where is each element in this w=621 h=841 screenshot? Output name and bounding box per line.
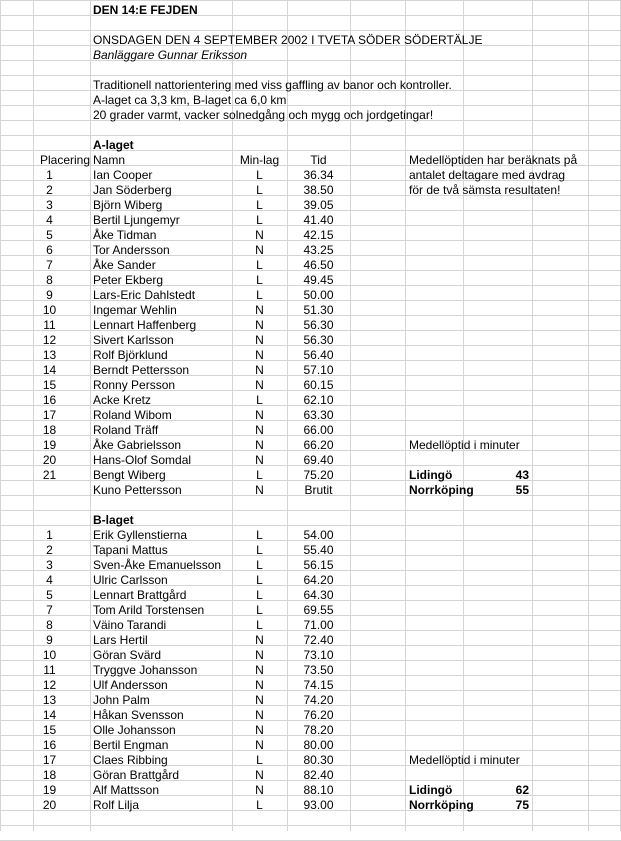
placing-cell: 15 — [42, 723, 57, 737]
placing-cell: 21 — [42, 468, 57, 482]
row-gridline — [0, 75, 621, 76]
team-cell: N — [255, 363, 264, 377]
time-cell: 56.40 — [303, 348, 334, 362]
placing-cell: 9 — [46, 288, 53, 302]
placing-cell — [33, 483, 66, 498]
placing-cell: 19 — [42, 783, 57, 797]
team-cell: L — [256, 798, 263, 812]
time-cell: 39.05 — [303, 198, 334, 212]
team-cell: L — [256, 753, 263, 767]
team-cell: L — [256, 183, 263, 197]
team-cell: L — [256, 273, 263, 287]
team-cell: L — [256, 543, 263, 557]
team-cell: N — [255, 333, 264, 347]
placing-cell: 14 — [42, 708, 57, 722]
team-cell: L — [256, 468, 263, 482]
placing-cell: 4 — [46, 573, 53, 587]
average-label: Medellöptid i minuter — [409, 438, 520, 452]
time-cell: 74.20 — [303, 693, 334, 707]
runner-name: John Palm — [93, 693, 150, 707]
placing-cell: 3 — [46, 198, 53, 212]
header-team: Min-lag — [239, 153, 280, 167]
average-value: 43 — [515, 468, 529, 482]
column-gridline — [588, 0, 589, 831]
team-cell: N — [255, 738, 264, 752]
placing-cell: 7 — [46, 258, 53, 272]
team-cell: N — [255, 663, 264, 677]
runner-name: Acke Kretz — [93, 393, 152, 407]
row-gridline — [0, 510, 621, 511]
time-cell: 38.50 — [303, 183, 334, 197]
time-cell: 54.00 — [303, 528, 334, 542]
b-team-label: B-laget — [93, 513, 134, 527]
time-cell: 73.50 — [303, 663, 334, 677]
runner-name: Lennart Haffenberg — [93, 318, 197, 332]
team-cell: N — [255, 723, 264, 737]
runner-name: Berndt Pettersson — [93, 363, 190, 377]
runner-name: Lennart Brattgård — [93, 588, 187, 602]
time-cell: 74.15 — [303, 678, 334, 692]
runner-name: Håkan Svensson — [93, 708, 184, 722]
time-cell: 56.15 — [303, 558, 334, 572]
time-cell: 64.30 — [303, 588, 334, 602]
placing-cell: 12 — [42, 333, 57, 347]
placing-cell: 15 — [42, 378, 57, 392]
team-cell: L — [256, 258, 263, 272]
runner-name: Jan Söderberg — [93, 183, 172, 197]
placing-cell: 5 — [46, 228, 53, 242]
placing-cell: 7 — [46, 603, 53, 617]
team-cell: N — [255, 783, 264, 797]
time-cell: 75.20 — [303, 468, 334, 482]
runner-name: Göran Brattgård — [93, 768, 180, 782]
row-gridline — [0, 825, 621, 826]
row-gridline — [0, 0, 621, 1]
team-cell: L — [256, 573, 263, 587]
team-cell: N — [255, 303, 264, 317]
description-line: 20 grader varmt, vacker solnedgång och mygg och jordgetingar! — [93, 108, 434, 122]
time-cell: 56.30 — [303, 333, 334, 347]
runner-name: Åke Gabrielsson — [93, 438, 182, 452]
team-cell: N — [255, 348, 264, 362]
runner-name: Åke Sander — [93, 258, 156, 272]
placing-cell: 1 — [46, 168, 53, 182]
time-cell: 82.40 — [303, 768, 334, 782]
column-gridline — [0, 0, 1, 831]
average-club: Lidingö — [409, 783, 453, 797]
team-cell: N — [255, 408, 264, 422]
average-value: 75 — [515, 798, 529, 812]
time-cell: 42.15 — [303, 228, 334, 242]
runner-name: Claes Ribbing — [93, 753, 168, 767]
placing-cell: 2 — [46, 543, 53, 557]
team-cell: N — [255, 453, 264, 467]
time-cell: 41.40 — [303, 213, 334, 227]
time-cell: 80.00 — [303, 738, 334, 752]
team-cell: N — [255, 438, 264, 452]
runner-name: Tryggve Johansson — [93, 663, 198, 677]
average-club: Norrköping — [409, 483, 474, 497]
time-cell: 49.45 — [303, 273, 334, 287]
average-club: Norrköping — [409, 798, 474, 812]
placing-cell: 10 — [42, 648, 57, 662]
placing-cell: 13 — [42, 693, 57, 707]
team-cell: L — [256, 168, 263, 182]
placing-cell: 13 — [42, 348, 57, 362]
runner-name: Roland Wibom — [93, 408, 172, 422]
team-cell: N — [255, 483, 264, 497]
time-cell: 51.30 — [303, 303, 334, 317]
time-cell: 62.10 — [303, 393, 334, 407]
placing-cell: 5 — [46, 588, 53, 602]
placing-cell: 19 — [42, 438, 57, 452]
average-note: Medellöptiden har beräknats på — [409, 153, 578, 167]
time-cell: 60.15 — [303, 378, 334, 392]
placing-cell: 8 — [46, 618, 53, 632]
team-cell: N — [255, 228, 264, 242]
runner-name: Alf Mattsson — [93, 783, 160, 797]
time-cell: 63.30 — [303, 408, 334, 422]
placing-cell: 17 — [42, 753, 57, 767]
time-cell: 80.30 — [303, 753, 334, 767]
team-cell: L — [256, 198, 263, 212]
runner-name: Ulf Andersson — [93, 678, 168, 692]
time-cell: Brutit — [304, 483, 333, 497]
description-line: Traditionell nattorientering med viss gaffling av banor och kontroller. — [93, 78, 452, 92]
placing-cell: 10 — [42, 303, 57, 317]
placing-cell: 9 — [46, 633, 53, 647]
runner-name: Tapani Mattus — [93, 543, 168, 557]
header-time: Tid — [310, 153, 327, 167]
time-cell: 93.00 — [303, 798, 334, 812]
runner-name: Sven-Åke Emanuelsson — [93, 558, 222, 572]
time-cell: 76.20 — [303, 708, 334, 722]
a-team-label: A-laget — [93, 138, 134, 152]
average-club: Lidingö — [409, 468, 453, 482]
placing-cell: 16 — [42, 738, 57, 752]
column-gridline — [350, 0, 351, 831]
team-cell: L — [256, 618, 263, 632]
header-name: Namn — [93, 153, 126, 167]
average-label: Medellöptid i minuter — [409, 753, 520, 767]
column-gridline — [463, 0, 464, 831]
placing-cell: 2 — [46, 183, 53, 197]
team-cell: N — [255, 378, 264, 392]
team-cell: N — [255, 648, 264, 662]
placing-cell: 6 — [46, 243, 53, 257]
average-note: antalet deltagare med avdrag — [409, 168, 566, 182]
placing-cell: 17 — [42, 408, 57, 422]
time-cell: 73.10 — [303, 648, 334, 662]
time-cell: 55.40 — [303, 543, 334, 557]
time-cell: 46.50 — [303, 258, 334, 272]
runner-name: Sivert Karlsson — [93, 333, 174, 347]
runner-name: Ian Cooper — [93, 168, 153, 182]
time-cell: 71.00 — [303, 618, 334, 632]
team-cell: N — [255, 768, 264, 782]
runner-name: Rolf Björklund — [93, 348, 168, 362]
team-cell: L — [256, 558, 263, 572]
team-cell: N — [255, 243, 264, 257]
placing-cell: 8 — [46, 273, 53, 287]
time-cell: 69.40 — [303, 453, 334, 467]
runner-name: Erik Gyllenstierna — [93, 528, 188, 542]
runner-name: Åke Tidman — [93, 228, 157, 242]
placing-cell: 14 — [42, 363, 57, 377]
runner-name: Hans-Olof Somdal — [93, 453, 192, 467]
runner-name: Göran Svärd — [93, 648, 162, 662]
runner-name: Ingemar Wehlin — [93, 303, 177, 317]
page-title: DEN 14:E FEJDEN — [93, 3, 198, 17]
course-setter: Banläggare Gunnar Eriksson — [93, 48, 248, 62]
runner-name: Kuno Pettersson — [93, 483, 182, 497]
time-cell: 88.10 — [303, 783, 334, 797]
team-cell: N — [255, 318, 264, 332]
placing-cell: 20 — [42, 453, 57, 467]
team-cell: N — [255, 678, 264, 692]
runner-name: Väino Tarandi — [93, 618, 167, 632]
team-cell: L — [256, 288, 263, 302]
runner-name: Lars-Eric Dahlstedt — [93, 288, 196, 302]
runner-name: Bengt Wiberg — [93, 468, 166, 482]
column-gridline — [405, 0, 406, 831]
row-gridline — [0, 135, 621, 136]
team-cell: L — [256, 603, 263, 617]
average-note: för de två sämsta resultaten! — [409, 183, 561, 197]
runner-name: Rolf Lilja — [93, 798, 140, 812]
column-gridline — [532, 0, 533, 831]
placing-cell: 16 — [42, 393, 57, 407]
time-cell: 69.55 — [303, 603, 334, 617]
runner-name: Ulric Carlsson — [93, 573, 168, 587]
runner-name: Bertil Ljungemyr — [93, 213, 180, 227]
placing-cell: 4 — [46, 213, 53, 227]
runner-name: Björn Wiberg — [93, 198, 163, 212]
average-value: 55 — [515, 483, 529, 497]
team-cell: N — [255, 633, 264, 647]
placing-cell: 11 — [43, 663, 56, 677]
team-cell: L — [256, 588, 263, 602]
description-line: A-laget ca 3,3 km, B-laget ca 6,0 km — [93, 93, 287, 107]
time-cell: 36.34 — [303, 168, 334, 182]
team-cell: L — [256, 393, 263, 407]
average-value: 62 — [515, 783, 529, 797]
column-gridline — [90, 0, 91, 831]
placing-cell: 18 — [42, 423, 57, 437]
header-placing: Placering — [39, 153, 90, 167]
placing-cell: 20 — [42, 798, 57, 812]
runner-name: Bertil Engman — [93, 738, 169, 752]
row-gridline — [0, 30, 621, 31]
runner-name: Olle Johansson — [93, 723, 176, 737]
runner-name: Lars Hertil — [93, 633, 148, 647]
time-cell: 57.10 — [303, 363, 334, 377]
time-cell: 50.00 — [303, 288, 334, 302]
runner-name: Ronny Persson — [93, 378, 176, 392]
team-cell: N — [255, 423, 264, 437]
team-cell: L — [256, 528, 263, 542]
time-cell: 72.40 — [303, 633, 334, 647]
runner-name: Roland Träff — [93, 423, 159, 437]
time-cell: 66.20 — [303, 438, 334, 452]
placing-cell: 11 — [43, 318, 56, 332]
time-cell: 64.20 — [303, 573, 334, 587]
placing-cell: 1 — [46, 528, 53, 542]
team-cell: N — [255, 693, 264, 707]
time-cell: 78.20 — [303, 723, 334, 737]
runner-name: Tom Arild Torstensen — [93, 603, 205, 617]
placing-cell: 3 — [46, 558, 53, 572]
placing-cell: 18 — [42, 768, 57, 782]
time-cell: 56.30 — [303, 318, 334, 332]
placing-cell: 12 — [42, 678, 57, 692]
team-cell: L — [256, 213, 263, 227]
time-cell: 43.25 — [303, 243, 334, 257]
runner-name: Tor Andersson — [93, 243, 170, 257]
runner-name: Peter Ekberg — [93, 273, 164, 287]
event-subtitle: ONSDAGEN DEN 4 SEPTEMBER 2002 I TVETA SÖDER SÖDERTÄLJE — [93, 33, 483, 47]
time-cell: 66.00 — [303, 423, 334, 437]
team-cell: N — [255, 708, 264, 722]
